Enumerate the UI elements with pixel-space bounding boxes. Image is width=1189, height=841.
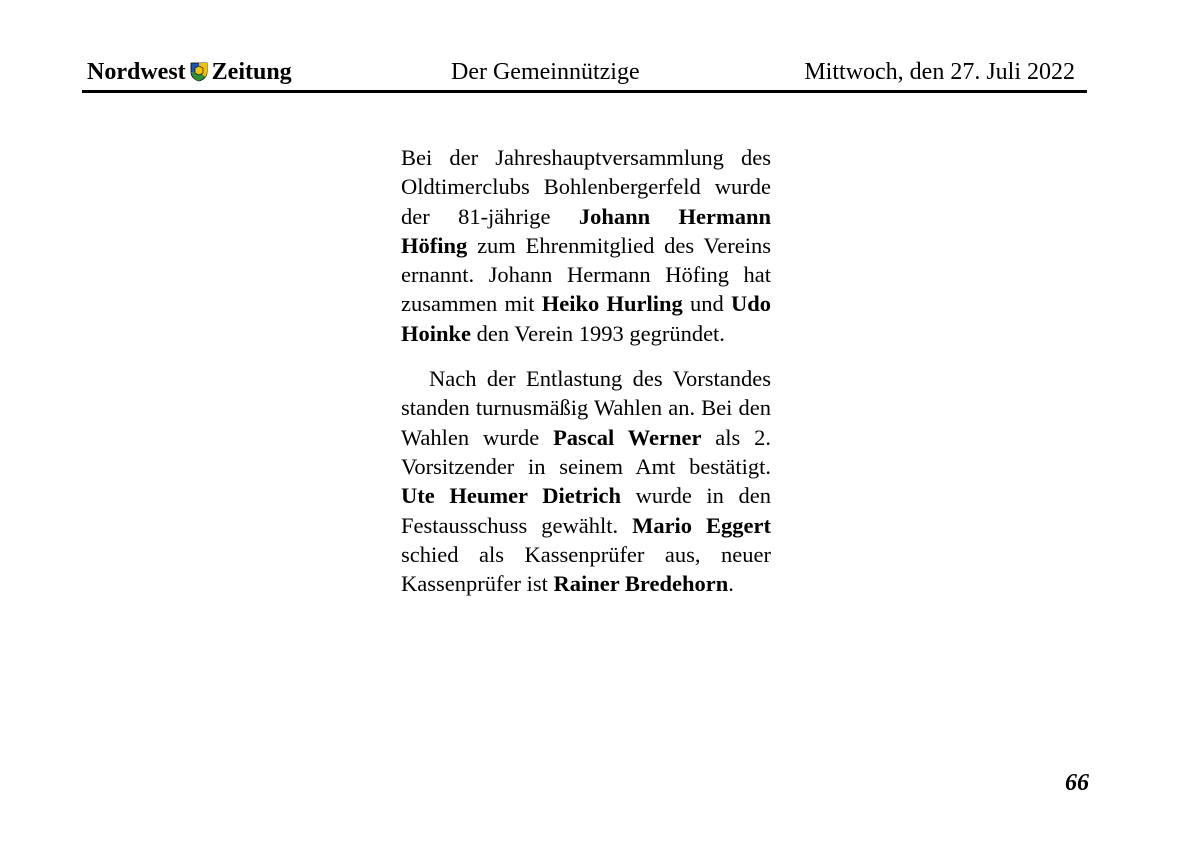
text-run: als 2. Vorsitzender in seinem Amt bestätigt. [401, 424, 771, 479]
paragraph-2 [401, 364, 771, 598]
person-name: Mario Eggert [632, 512, 772, 538]
text-run: Bei der Jahreshauptversammlung des Oldtimerclubs Bohlenbergerfeld wurde der 81-jährige [401, 145, 771, 229]
text-run: den Verein 1993 gegründet. [471, 320, 725, 346]
person-name: Udo Hoinke [401, 291, 771, 346]
person-name: Ute Heumer Dietrich [401, 483, 621, 509]
paragraph-1 [401, 143, 771, 348]
page-number: 66 [1065, 770, 1089, 796]
text-run: und [682, 291, 731, 317]
brand-name-right: Zeitung [211, 59, 292, 85]
header-divider [82, 90, 1087, 93]
text-run: zum Ehrenmitglied des Vereins ernannt. Johann Hermann Höfing hat zusammen mit [401, 232, 771, 317]
text-run: Nach der Entlastung des Vorstandes standen turnusmäßig Wahlen an. Bei den Wahlen wurde [401, 366, 771, 450]
person-name: Rainer Bredehorn [553, 571, 729, 597]
article-body [401, 143, 771, 598]
text-run: schied als Kassenprüfer aus, neuer Kassenprüfer ist [401, 541, 771, 597]
section-title: Der Gemeinnützige [451, 59, 640, 85]
text-run: wurde in den Festausschuss gewählt. [401, 483, 771, 538]
crest-icon [190, 62, 208, 82]
issue-date: Mittwoch, den 27. Juli 2022 [804, 59, 1075, 85]
person-name: Johann Hermann Höfing [401, 203, 771, 258]
page-header [84, 58, 1087, 90]
brand-name-left: Nordwest [87, 59, 186, 85]
text-run: . [728, 571, 734, 597]
person-name: Pascal Werner [553, 424, 702, 450]
person-name: Heiko Hurling [541, 291, 683, 317]
newspaper-logo [87, 58, 292, 86]
